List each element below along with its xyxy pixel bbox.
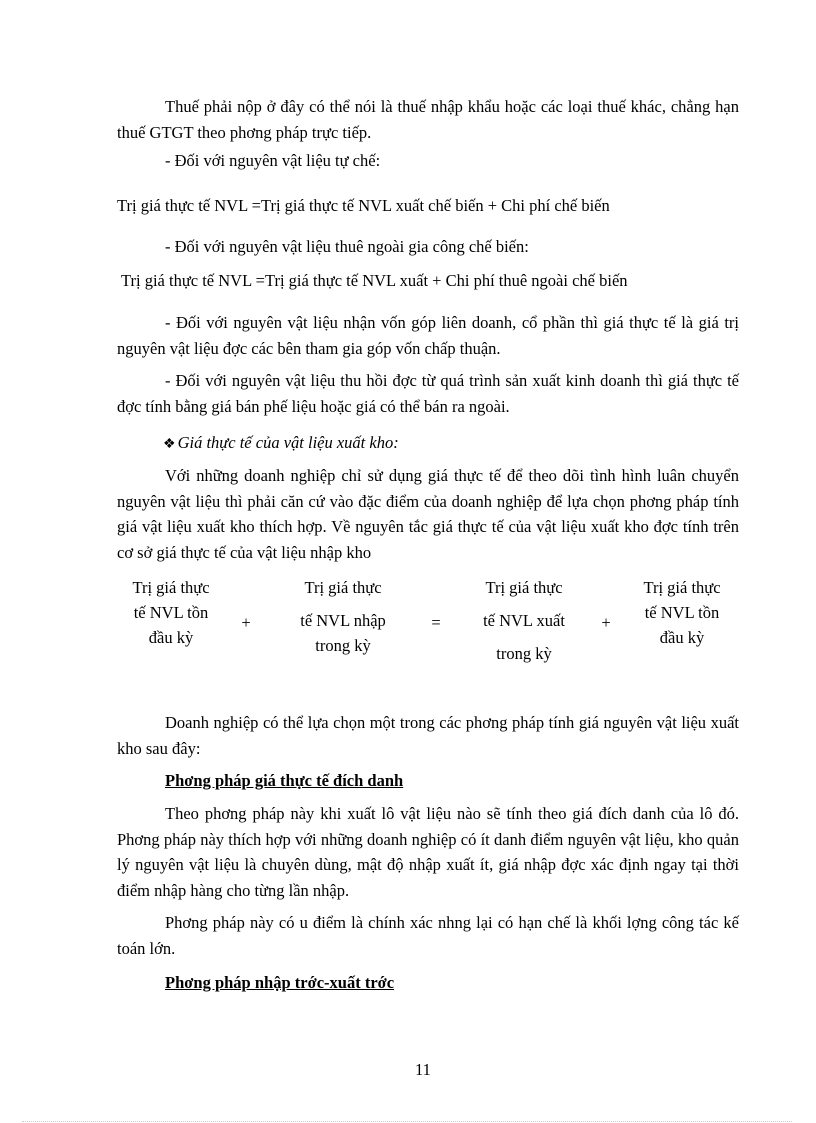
formula-line: tế NVL tồn [644, 603, 720, 622]
formula-term-closing [628, 575, 736, 650]
formula-line: Trị giá thực [643, 578, 721, 597]
formula-self-made: Trị giá thực tế NVL =Trị giá thực tế NVL xuất chế biến + Chi phí chế biến [117, 196, 610, 215]
formula-line: đầu kỳ [659, 628, 705, 647]
formula-line: Trị giá thực [132, 578, 210, 597]
formula-line: Trị giá thực [304, 578, 382, 597]
paragraph-recovered: - Đối với nguyên vật liệu thu hồi đợc từ quá trình sản xuất kinh doanh thì giá thực tế đợc tính bằng giá bán phế liệu hoặc giá có thể bán ra ngoài. [117, 371, 739, 416]
formula-line: Trị giá thực [485, 578, 563, 597]
footer-divider [22, 1121, 792, 1122]
subheading-specific-identification: Phơng pháp giá thực tế đích danh [165, 771, 404, 790]
diamond-bullet-icon: ❖ [163, 437, 176, 452]
paragraph-self-made: - Đối với nguyên vật liệu tự chế: [165, 151, 381, 170]
formula-term-opening [118, 575, 224, 650]
paragraph-methods-intro: Doanh nghiệp có thể lựa chọn một trong các phơng pháp tính giá nguyên vật liệu xuất kho sau đây: [117, 713, 739, 758]
subheading-fifo: Phơng pháp nhập trớc-xuất trớc [165, 973, 395, 992]
formula-term-issued [462, 575, 586, 666]
paragraph-specific-identification: Theo phơng pháp này khi xuất lô vật liệu nào sẽ tính theo giá đích danh của lô đó. Phơng pháp này thích hợp với những doanh nghiệp có ít danh điểm nguyên vật liệu, kho quản lý nguyên vật liệu là chuyên dùng, mật độ nhập xuất ít, giá nhập đợc xác định ngay tại thời điểm nhập hàng cho từng lần nhập. [117, 804, 739, 900]
paragraph-joint-venture: - Đối với nguyên vật liệu nhận vốn góp liên doanh, cổ phần thì giá thực tế là giá trị nguyên vật liệu đợc các bên tham gia góp vốn chấp thuận. [117, 313, 739, 358]
paragraph-export-price: Với những doanh nghiệp chỉ sử dụng giá thực tế để theo dõi tình hình luân chuyển nguyên vật liệu thì phải căn cứ vào đặc điểm của doanh nghiệp để lựa chọn phơng pháp tính giá vật liệu xuất kho thích hợp. Về nguyên tắc giá thực tế của vật liệu xuất kho đợc tính trên cơ sở giá thực tế của vật liệu nhập kho [117, 466, 739, 562]
paragraph-pros-cons: Phơng pháp này có u điểm là chính xác nhng lại có hạn chế là khối lợng công tác kế toán lớn. [117, 913, 739, 958]
formula-term-received [278, 575, 408, 658]
formula-line: đầu kỳ [148, 628, 194, 647]
formula-line: tế NVL tồn [133, 603, 209, 622]
plus-operator: + [241, 613, 251, 632]
section-heading [163, 430, 399, 457]
page-number: 11 [415, 1060, 431, 1079]
formula-line: tế NVL nhập [300, 611, 386, 630]
section-heading-text: Giá thực tế của vật liệu xuất kho: [177, 433, 399, 452]
equals-operator: = [431, 613, 441, 632]
plus-operator: + [601, 613, 611, 632]
paragraph-outsourced: - Đối với nguyên vật liệu thuê ngoài gia công chế biến: [165, 237, 529, 256]
formula-outsourced: Trị giá thực tế NVL =Trị giá thực tế NVL xuất + Chi phí thuê ngoài chế biến [121, 271, 628, 290]
formula-line: tế NVL xuất [483, 611, 565, 630]
formula-line: trong kỳ [315, 636, 371, 655]
paragraph-tax: Thuế phải nộp ở đây có thể nói là thuế nhập khẩu hoặc các loại thuế khác, chẳng hạn thuế GTGT theo phơng pháp trực tiếp. [117, 97, 739, 142]
formula-line: trong kỳ [496, 644, 552, 663]
